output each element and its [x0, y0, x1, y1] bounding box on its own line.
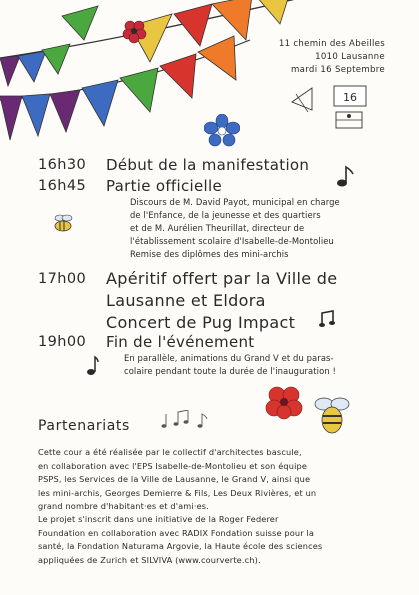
blue-flower-icon — [204, 114, 240, 148]
flag-red-2 — [160, 54, 196, 98]
event-date: mardi 16 Septembre — [291, 65, 385, 75]
flag-purple-3 — [50, 90, 80, 132]
music-note-icon — [86, 354, 100, 376]
schedule-time-1: 16h30 — [38, 157, 87, 173]
flag-yellow-2 — [256, 0, 290, 24]
flag-purple-2 — [0, 96, 22, 140]
title-line: Lausanne et Eldora — [106, 291, 266, 310]
schedule-title-2: Partie officielle — [106, 177, 222, 195]
schedule-title-1: Début de la manifestation — [106, 156, 310, 174]
title-line: Apéritif offert par la Ville de — [106, 269, 338, 288]
partners-line: Le projet s'inscrit dans une initiative de la Roger Federer — [38, 514, 279, 524]
music-note-icon — [160, 410, 214, 430]
detail-line: Remise des diplômes des mini-archis — [130, 249, 289, 259]
flag-green-2 — [62, 6, 98, 40]
address-city: 1010 Lausanne — [315, 52, 385, 62]
schedule-time-3: 17h00 — [38, 271, 87, 287]
partners-title: Partenariats — [38, 418, 130, 434]
partners-line: appliquées de Zurich et SILVIVA (www.courverte.ch). — [38, 554, 261, 565]
schedule-title-3 — [106, 268, 337, 334]
red-flower-icon — [120, 18, 150, 44]
detail-line: de l'Enfance, de la jeunesse et des quartiers — [130, 210, 321, 220]
yellow-bee-icon — [310, 392, 354, 438]
partners-paragraph-1 — [38, 446, 316, 514]
sign-number: 16 — [343, 91, 357, 104]
music-note-icon — [336, 164, 356, 188]
detail-line: l'établissement scolaire d'Isabelle-de-Montolieu — [130, 236, 334, 246]
school-sign-icon — [290, 82, 370, 134]
flag-orange-1 — [212, 0, 252, 40]
detail-line: En parallèle, animations du Grand V et du paras- — [124, 353, 334, 363]
music-note-icon — [318, 310, 336, 328]
partners-paragraph-2 — [38, 513, 322, 567]
flag-purple-1 — [0, 56, 20, 86]
partners-line: les mini-archis, Georges Demierre & Fils, Les Deux Rivières, et un — [38, 487, 317, 498]
partners-line: Cette cour a été réalisée par le collectif d'architectes bascule, — [38, 447, 302, 457]
flag-green-3 — [120, 68, 158, 112]
schedule-details-2 — [130, 196, 340, 261]
flag-orange-2 — [198, 36, 236, 80]
schedule-time-4: 19h00 — [38, 334, 87, 350]
partners-line: en collaboration avec l'EPS Isabelle-de-Montolieu et son équipe — [38, 460, 308, 471]
flag-blue-2 — [22, 94, 50, 136]
bunting-garland — [0, 0, 300, 150]
detail-line: colaire pendant toute la durée de l'inauguration ! — [124, 366, 336, 376]
bee-icon — [50, 212, 76, 236]
flag-blue-3 — [82, 80, 118, 126]
address-block — [279, 38, 385, 77]
address-street: 11 chemin des Abeilles — [278, 39, 385, 49]
detail-line: Discours de M. David Payot, municipal en charge — [130, 197, 340, 207]
detail-line: et de M. Aurélien Theurillat, directeur de — [130, 223, 305, 233]
schedule-details-4 — [124, 352, 336, 378]
partners-line: grand nombre d'habitant·es et d'ami·es. — [38, 501, 209, 511]
flag-blue-1 — [18, 51, 46, 82]
schedule-title-4: Fin de l'événement — [106, 333, 255, 351]
title-line: Concert de Pug Impact — [106, 313, 296, 332]
red-rose-icon — [264, 384, 304, 420]
schedule-time-2: 16h45 — [38, 178, 87, 194]
partners-line: Foundation en collaboration avec RADIX Fondation suisse pour la — [38, 527, 315, 538]
flag-green-1 — [42, 44, 70, 74]
partners-line: santé, la Fondation Naturama Argovie, la Haute école des sciences — [38, 541, 323, 551]
partners-line: PSPS, les Services de la Ville de Lausanne, le Grand V, ainsi que — [38, 474, 311, 484]
